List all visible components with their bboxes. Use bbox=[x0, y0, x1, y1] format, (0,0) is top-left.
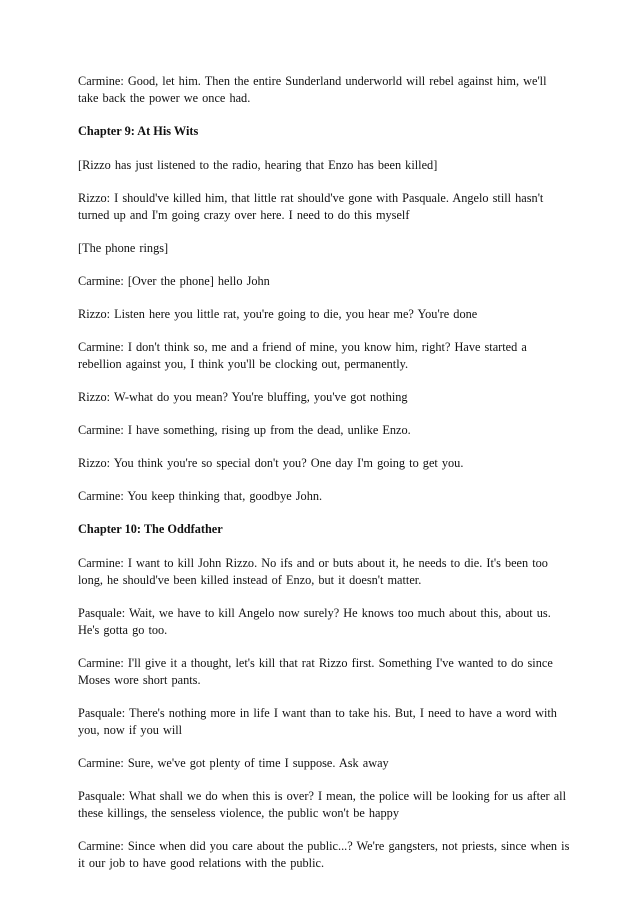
dialogue-paragraph: Carmine: I don't think so, me and a friend of mine, you know him, right? Have started a rebellion against you, I think you'll be clocking out, permanently. bbox=[78, 340, 527, 371]
dialogue-paragraph: Carmine: I'll give it a thought, let's kill that rat Rizzo first. Something I've wanted to do since Moses wore short pants. bbox=[78, 656, 553, 687]
document-page bbox=[78, 73, 570, 888]
dialogue-paragraph: Pasquale: There's nothing more in life I want than to take his. But, I need to have a word with you, now if you will bbox=[78, 706, 557, 737]
chapter-heading: Chapter 10: The Oddfather bbox=[78, 522, 223, 536]
dialogue-paragraph: Rizzo: Listen here you little rat, you're going to die, you hear me? You're done bbox=[78, 307, 478, 321]
dialogue-paragraph: Pasquale: Wait, we have to kill Angelo now surely? He knows too much about this, about us. He's gotta go too. bbox=[78, 606, 551, 637]
dialogue-paragraph: Pasquale: What shall we do when this is over? I mean, the police will be looking for us after all these killings, the senseless violence, the public won't be happy bbox=[78, 789, 566, 820]
stage-direction: [Rizzo has just listened to the radio, hearing that Enzo has been killed] bbox=[78, 158, 438, 172]
dialogue-paragraph: Rizzo: W-what do you mean? You're bluffing, you've got nothing bbox=[78, 390, 408, 404]
dialogue-paragraph: Carmine: [Over the phone] hello John bbox=[78, 274, 270, 288]
chapter-heading: Chapter 9: At His Wits bbox=[78, 124, 199, 138]
dialogue-paragraph: Rizzo: I should've killed him, that little rat should've gone with Pasquale. Angelo still hasn't turned up and I'm going crazy over here. I need to do this myself bbox=[78, 191, 544, 222]
dialogue-paragraph: Carmine: I have something, rising up from the dead, unlike Enzo. bbox=[78, 423, 411, 437]
stage-direction: [The phone rings] bbox=[78, 241, 169, 255]
dialogue-paragraph: Carmine: Sure, we've got plenty of time I suppose. Ask away bbox=[78, 756, 389, 770]
dialogue-paragraph: Carmine: You keep thinking that, goodbye John. bbox=[78, 489, 323, 503]
dialogue-paragraph: Carmine: Good, let him. Then the entire Sunderland underworld will rebel against him, we'll take back the power we once had. bbox=[78, 74, 547, 105]
dialogue-paragraph: Carmine: I want to kill John Rizzo. No ifs and or buts about it, he needs to die. It's been too long, he should've been killed instead of Enzo, but it doesn't matter. bbox=[78, 556, 548, 587]
dialogue-paragraph: Carmine: Since when did you care about the public...? We're gangsters, not priests, since when is it our job to have good relations with the public. bbox=[78, 839, 570, 870]
dialogue-paragraph: Rizzo: You think you're so special don't you? One day I'm going to get you. bbox=[78, 456, 464, 470]
